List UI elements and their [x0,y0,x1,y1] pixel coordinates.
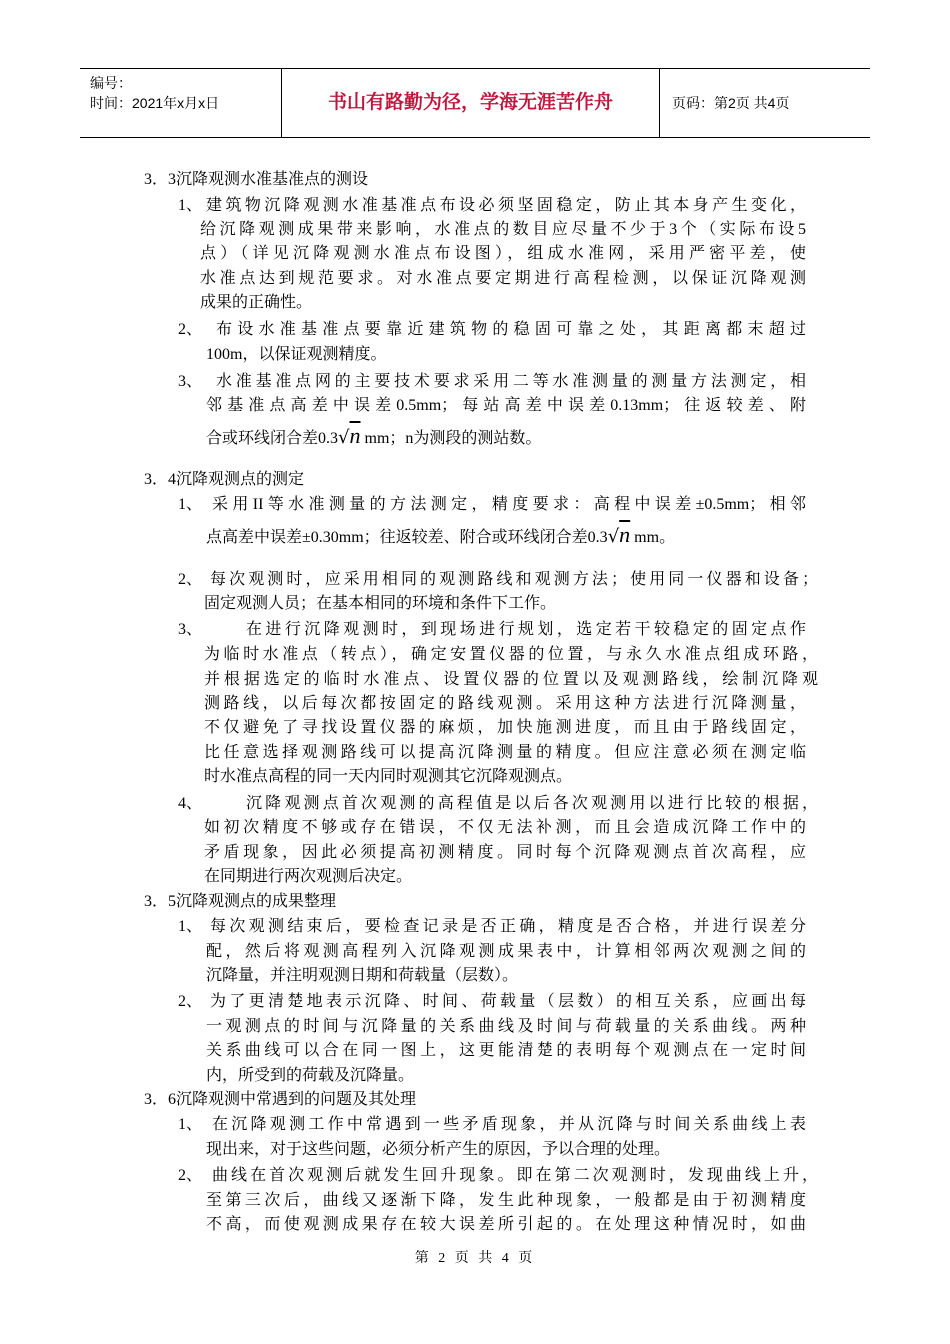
s34-item3-line7: 时水准点高程的同一天内同时观测其它沉降观测点。 [204,768,573,785]
s35-item2-line2: 一观测点的时间与沉降量的关系曲线及时间与荷载量的关系曲线。两种 [206,1018,806,1035]
page-footer: 第 2 页 共 4 页 [414,1251,536,1266]
s36-item2-line2: 至第三次后，曲线又逐渐下降，发生此种现象，一般都是由于初测精度 [206,1192,806,1209]
s33-item3-line3-end: mm；n为测段的测站数。 [360,430,542,447]
s36-item1-number: 1、 [178,1116,203,1133]
s33-item3-line3-start: 合或环线闭合差0.3 [206,430,339,447]
s36-item1-line1: 在沉降观测工作中常遇到一些矛盾现象，并从沉降与时间关系曲线上表 [212,1116,806,1133]
s33-item1-line3: 点）（详见沉降观测水准点布设图），组成水准网，采用严密平差，使 [200,245,806,262]
s35-item1-line2: 配，然后将观测高程列入沉降观测成果表中，计算相邻两次观测之间的 [206,943,806,960]
s35-item2-line1: 为了更清楚地表示沉降、时间、荷载量（层数）的相互关系，应画出每 [210,993,806,1010]
s33-item1-line4: 水准点达到规范要求。对水准点要定期进行高程检测，以保证沉降观测 [200,270,806,287]
document-number-label: 编号： [90,75,132,91]
s33-item3-line3 [206,423,542,449]
s34-item1-line2 [206,522,676,548]
s34-item2-line1: 每次观测时，应采用相同的观测路线和观测方法；使用同一仪器和设备； [210,571,818,588]
s34-item4-number: 4、 [178,795,203,812]
s34-item3-number: 3、 [178,621,203,638]
s34-item4-line2: 如初次精度不够或存在错误，不仅无法补测，而且会造成沉降工作中的 [204,819,806,836]
s34-item1-variable-n: n [619,522,631,547]
s34-item4-line4: 在同期进行两次观测后决定。 [204,868,413,885]
s34-item4-line3: 矛盾现象，因此必须提高初测精度。同时每个沉降观测点首次高程，应 [204,844,806,861]
s33-item1-line5: 成果的正确性。 [200,294,313,311]
s34-item3-line2: 为临时水准点（转点），确定安置仪器的位置，与永久水准点组成环路， [204,646,818,663]
section-3-5-title: 3．5沉降观测点的成果整理 [144,893,337,910]
s35-item1-number: 1、 [178,918,203,935]
s33-item2-line2: 100m，以保证观测精度。 [206,346,387,363]
s34-item3-line3: 并根据选定的临时水准点、设置仪器的位置以及观测路线，绘制沉降观 [204,671,818,688]
page-header [80,68,870,138]
s33-item3-number: 3、 [178,373,203,390]
s34-item3-line4: 测路线，以后每次都按固定的路线观测。采用这种方法进行沉降测量， [204,695,806,712]
s34-item3-line5: 不仅避免了寻找设置仪器的麻烦，加快施测进度，而且由于路线固定， [204,719,806,736]
s35-item2-line4: 内，所受到的荷载及沉降量。 [206,1067,415,1084]
section-3-6-title: 3．6沉降观测中常遇到的问题及其处理 [144,1091,417,1108]
header-motto: 书山有路勤为径，学海无涯苦作舟 [282,69,660,137]
s33-item1-number: 1、 [178,197,203,214]
s36-item2-line1: 曲线在首次观测后就发生回升现象。即在第二次观测时，发现曲线上升， [212,1167,818,1184]
s33-item2-number: 2、 [178,321,203,338]
document-time-label: 时间：2021年x月x日 [90,95,220,111]
s33-item1-line2: 给沉降观测成果带来影响，水准点的数目应尽量不少于3个（实际布设5 [200,221,806,238]
square-root-icon: √ [607,526,620,547]
s34-item1-line2-start: 点高差中误差±0.30mm；往返较差、附合或环线闭合差0.3 [206,529,608,546]
s34-item3-line6: 比任意选择观测路线可以提高沉降测量的精度。但应注意必须在测定临 [204,744,806,761]
s35-item2-line3: 关系曲线可以合在同一图上，这更能清楚的表明每个观测点在一定时间 [206,1042,806,1059]
s34-item1-line2-end: mm。 [630,529,676,546]
s36-item1-line2: 现出来，对于这些问题，必须分析产生的原因，予以合理的处理。 [206,1141,671,1158]
s36-item2-line3: 不高，而使观测成果存在较大误差所引起的。在处理这种情况时，如曲 [206,1216,806,1233]
s34-item2-number: 2、 [178,571,203,588]
s34-item1-number: 1、 [178,496,203,513]
s36-item2-number: 2、 [178,1167,203,1184]
section-3-4-title: 3．4沉降观测点的测定 [144,471,305,488]
s34-item2-line2: 固定观测人员；在基本相同的环境和条件下工作。 [204,595,557,612]
s34-item4-line1: 沉降观测点首次观测的高程值是以后各次观测用以进行比较的根据， [246,795,818,812]
section-3-3-title: 3．3沉降观测水准基准点的测设 [144,171,369,188]
s35-item1-line1: 每次观测结束后，要检查记录是否正确，精度是否合格，并进行误差分 [210,918,806,935]
s34-item3-line1: 在进行沉降观测时，到现场进行规划，选定若干较稳定的固定点作 [246,621,806,638]
s35-item1-line3: 沉降量，并注明观测日期和荷载量（层数）。 [206,967,519,984]
s33-item1-line1: 建筑物沉降观测水准基准点布设必须坚固稳定，防止其本身产生变化， [206,197,806,214]
s33-item3-variable-n: n [349,423,361,448]
square-root-icon: √ [338,427,350,448]
header-page-info: 页码：第2页 共4页 [672,95,790,111]
s35-item2-number: 2、 [178,993,203,1010]
s33-item2-line1: 布设水准基准点要靠近建筑物的稳固可靠之处，其距离都末超过 [216,321,806,338]
s33-item3-line1: 水准基准点网的主要技术要求采用二等水准测量的测量方法测定，相 [216,373,806,390]
s33-item3-line2: 邻基准点高差中误差0.5mm；每站高差中误差0.13mm；往返较差、附 [206,397,806,414]
header-left-cell [80,69,282,137]
s34-item1-line1: 采用II等水准测量的方法测定，精度要求：高程中误差±0.5mm；相邻 [212,496,806,513]
